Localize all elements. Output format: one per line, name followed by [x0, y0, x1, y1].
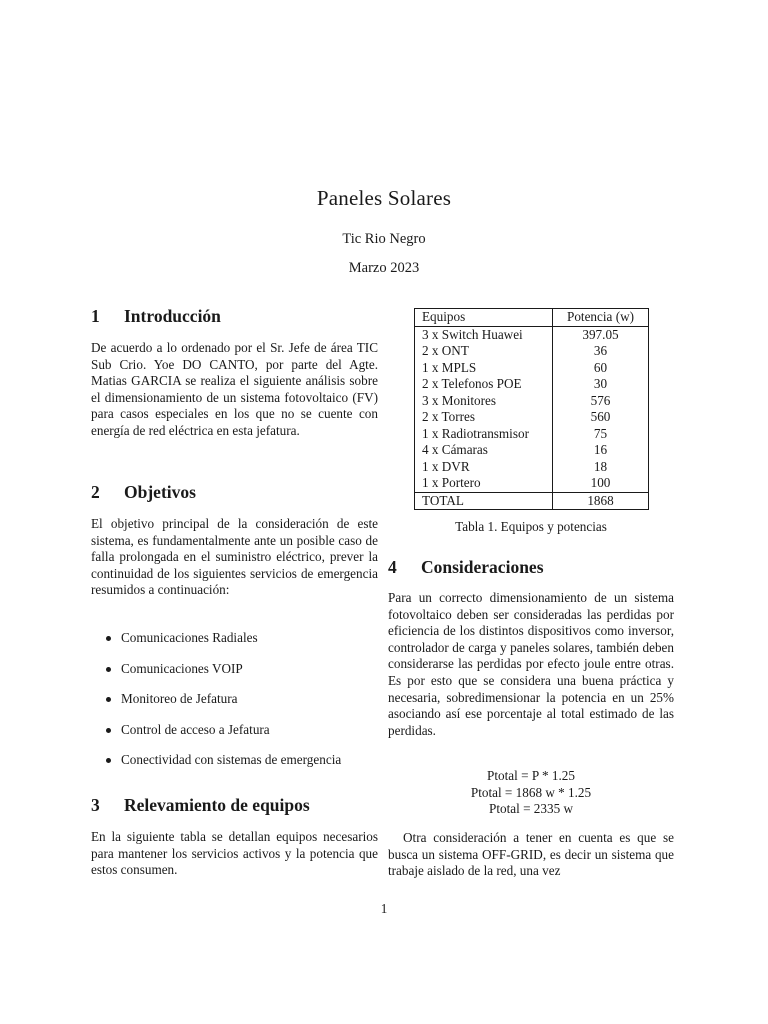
- document-date: Marzo 2023: [348, 260, 420, 276]
- list-item: Comunicaciones VOIP: [91, 661, 378, 692]
- list-item: Control de acceso a Jefatura: [91, 722, 378, 753]
- bullet-icon: [106, 697, 111, 702]
- page-number: 1: [380, 901, 388, 916]
- section-heading-intro: [91, 306, 221, 327]
- table-row: 4 x Cámaras 16: [415, 442, 649, 459]
- table-row: 2 x Torres 560: [415, 409, 649, 426]
- relevamiento-paragraph: En la siguiente tabla se detallan equipos necesarios para mantener los servicios activos y la potencia que estos consumen.: [91, 829, 378, 878]
- document-author: Tic Rio Negro: [342, 231, 426, 247]
- table-header-equipos: Equipos: [415, 309, 553, 327]
- list-item: Comunicaciones Radiales: [91, 630, 378, 661]
- list-item: Conectividad con sistemas de emergencia: [91, 752, 378, 783]
- equation-line: Ptotal = 2335 w: [489, 801, 573, 816]
- section-number: 2: [91, 482, 100, 502]
- consideraciones-paragraph: Para un correcto dimensionamiento de un sistema fotovoltaico deben ser consideradas las perdidas por eficiencia de los distintos dispositivos como inversor, controlador de carga y paneles solares, también deben considerarse las perdidas por efecto joule entre otras. Es por esto que se considera una buena práctica y necesaria, sobredimensionar la potencia en un 25% asociando así ese porcentaje al total estimado de las perdidas.: [388, 590, 674, 738]
- equation-line: Ptotal = 1868 w * 1.25: [470, 784, 592, 800]
- section-number: 4: [388, 557, 397, 577]
- table-row: 2 x Telefonos POE 30: [415, 376, 649, 393]
- section-number: 1: [91, 306, 100, 326]
- section-heading-relevamiento: [91, 795, 310, 816]
- table-row: 1 x DVR 18: [415, 459, 649, 476]
- table-caption: Tabla 1. Equipos y potencias: [455, 519, 607, 534]
- document-title: Paneles Solares: [316, 186, 452, 210]
- bullet-icon: [106, 636, 111, 641]
- table-row: 3 x Monitores 576: [415, 393, 649, 410]
- equipment-table: [414, 308, 649, 510]
- table-total-row: TOTAL 1868: [415, 492, 649, 510]
- section-heading-consideraciones: [388, 557, 544, 578]
- table-header-row: [415, 309, 649, 327]
- section-number: 3: [91, 795, 100, 815]
- table-row: 1 x Radiotransmisor 75: [415, 426, 649, 443]
- section-title: Consideraciones: [421, 557, 544, 577]
- table-row: 1 x Portero 100: [415, 475, 649, 492]
- section-title: Objetivos: [124, 482, 196, 502]
- bullet-icon: [106, 728, 111, 733]
- consideraciones-paragraph-2: Otra consideración a tener en cuenta es que se busca un sistema OFF-GRID, es decir un sistema que trabaje aislado de la red, una vez: [388, 830, 674, 879]
- bullet-icon: [106, 667, 111, 672]
- section-title: Relevamiento de equipos: [124, 795, 310, 815]
- services-list: [91, 630, 378, 783]
- section-title: Introducción: [124, 306, 221, 326]
- section-heading-objetivos: [91, 482, 196, 503]
- table-header-potencia: Potencia (w): [553, 309, 649, 327]
- equation-line: Ptotal = P * 1.25: [487, 768, 575, 783]
- table-row: 1 x MPLS 60: [415, 360, 649, 377]
- table-row: 3 x Switch Huawei 397.05: [415, 326, 649, 343]
- list-item: Monitoreo de Jefatura: [91, 691, 378, 722]
- bullet-icon: [106, 758, 111, 763]
- table-row: 2 x ONT 36: [415, 343, 649, 360]
- objetivos-paragraph: El objetivo principal de la consideración de este sistema, es fundamentalmente ante un posible caso de falla prolongada en el suministro eléctrico, prever la continuidad de los siguientes servicios de emergencia resumidos a continuación:: [91, 516, 378, 598]
- intro-paragraph: De acuerdo a lo ordenado por el Sr. Jefe de área TIC Sub Crio. Yoe DO CANTO, por parte del Agte. Matias GARCIA se realiza el siguiente análisis sobre el dimensionamiento de un sistema fotovoltaico (FV) para casos especiales en los que no se cuente con energía de red eléctrica en esta jefatura.: [91, 340, 378, 438]
